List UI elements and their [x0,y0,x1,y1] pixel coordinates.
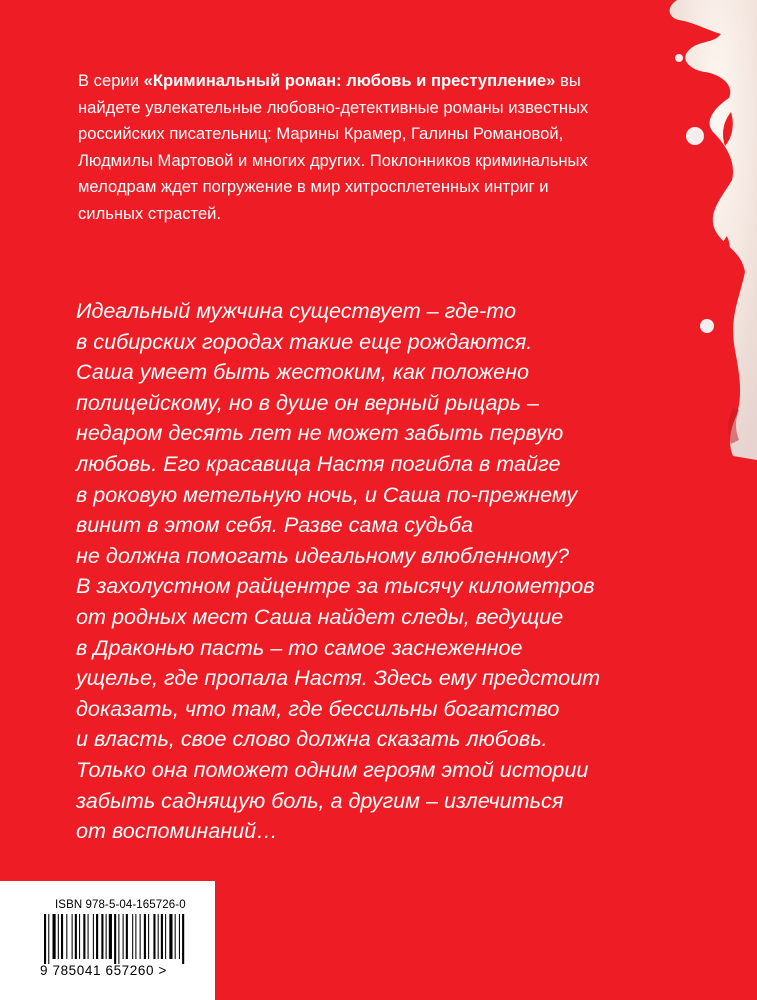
barcode-bar [182,914,184,964]
annotation-line: забыть саднящую боль, а другим – излечиться [76,787,564,813]
barcode-bar [61,914,63,959]
annotation-line: В захолустном райцентре за тысячу километров [76,573,595,599]
barcode-bar [179,914,180,959]
annotation-line: от воспоминаний… [76,818,278,844]
barcode-bar [165,914,166,959]
barcode-bar [123,914,124,959]
annotation-line: в Драконью пасть – то самое заснеженное [76,634,523,660]
barcode-bar [161,914,163,959]
barcode-bar [75,914,77,959]
annotation-line: Идеальный мужчина существует – где-то [76,298,516,323]
annotation-line: винит в этом себя. Разве сама судьба [76,512,474,538]
annotation-line: и власть, свое слово должна сказать любовь. [76,726,548,752]
isbn-label: ISBN 978-5-04-165726-0 [55,899,186,911]
annotation-line: в роковую метельную ночь, и Саша по-прежнему [76,481,578,507]
annotation-line: Только она поможет одним героям этой истории [76,756,589,782]
barcode-bar [58,914,59,959]
barcode-bar [153,914,155,959]
barcode-bar [109,914,112,959]
series-rest: вы найдете увлекательные любовно-детективные романы известных российских писательниц: Марины Крамер, Галины Романовой, Людмилы Мартовой и многих других. Поклонников криминальных мелодрам ждет погружение в мир хитросплетенных интриг и сильных страстей. [78,71,589,223]
barcode-bar [148,914,149,959]
annotation-line: не должна помогать идеальному влюбленному? [76,542,569,568]
annotation-line: Саша умеет быть жестоким, как положено [76,359,529,385]
barcode-bar [175,914,176,959]
barcode-bar [158,914,159,959]
barcode-bar [101,914,103,959]
barcode-bar [126,914,128,959]
annotation-line: недаром десять лет не может забыть первую [76,420,564,446]
annotation-line: полицейскому, но в душе он верный рыцарь – [76,389,539,415]
barcode-bar [79,914,80,959]
barcode-bar [72,914,73,959]
barcode-image [40,914,210,964]
annotation-line: ущелье, где пропала Настя. Здесь ему предстоит [76,665,601,691]
barcode-bar [169,914,172,959]
barcode-bar [44,914,46,964]
barcode-digits: 9 785041 657260 > [40,963,167,978]
annotation-line: любовь. Его красавица Настя погибла в тайге [76,450,561,476]
annotation-line: от родных мест Саша найдет следы, ведущие [76,603,564,629]
barcode-bar [118,914,119,964]
barcode-bar [144,914,146,959]
barcode-bar [140,914,141,959]
barcode-bar [114,914,116,964]
annotation-line: доказать, что там, где бессильны богатство [76,695,560,721]
barcode-bar [83,914,85,959]
annotation-line: в сибирских городах такие еще рождаются. [76,328,533,354]
series-description [78,68,598,227]
barcode-bar [96,914,98,959]
barcode-bar [93,914,94,959]
barcode-bar [53,914,56,959]
barcode-bar [66,914,67,959]
series-prefix: В серии [78,71,144,90]
book-annotation [76,296,696,847]
barcode-bar [135,914,136,959]
barcode-bar [132,914,133,959]
barcode-bar [88,914,89,959]
barcode-bar [106,914,107,959]
series-title: «Криминальный роман: любовь и преступление» [143,71,556,90]
barcode-bar [48,914,49,964]
isbn-barcode-panel [0,881,215,1000]
